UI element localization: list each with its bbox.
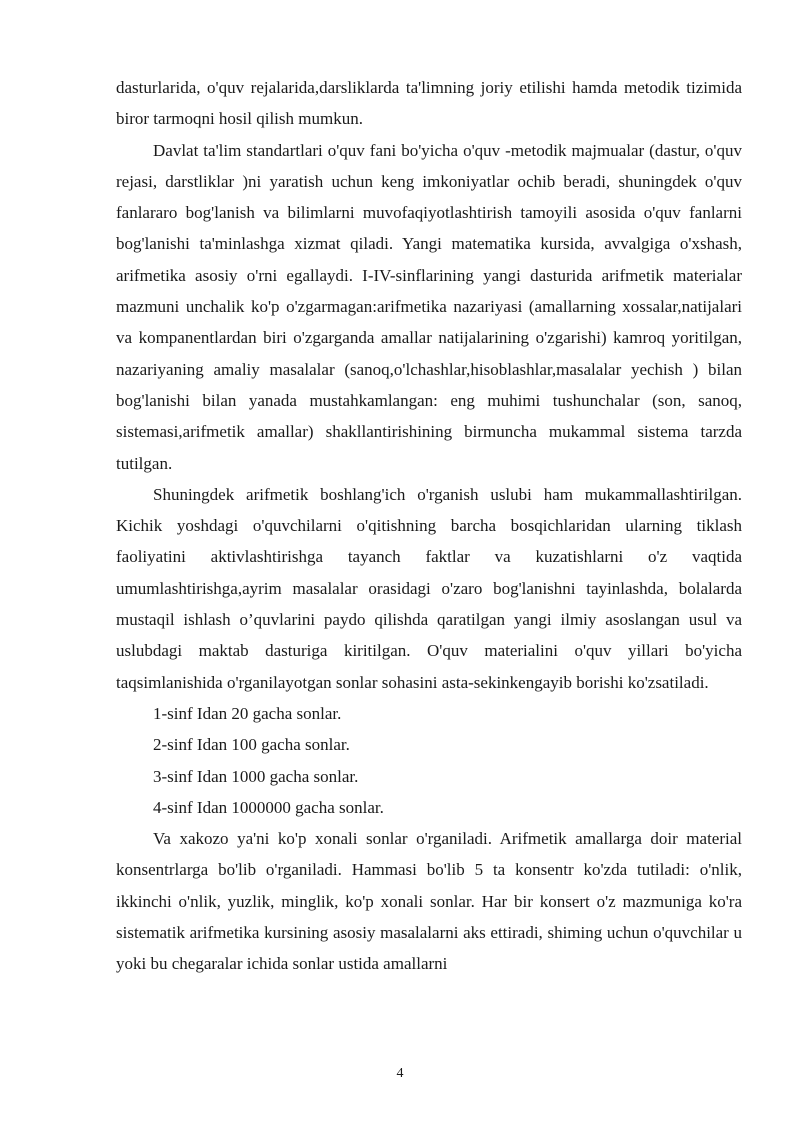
list-item-grade-4: 4-sinf Idan 1000000 gacha sonlar.	[153, 797, 384, 817]
paragraph-method: Shuningdek arifmetik boshlang'ich o'rganish uslubi ham mukammallashtirilgan. Kichik yoshdagi o'quvchilarni o'qitishning barcha bosqichlaridan ularning tiklash faoliyatini aktivlashtirishga tayanch faktlar va kuzatishlarni o'z vaqtida umumlashtirishga,ayrim masalalar orasidagi o'zaro bog'lanishni tayinlashda, bolalarda mustaqil ishlash o’quvlarini paydo qilishda qaratilgan yangi ilmiy asoslangan usul va uslubdagi maktab dasturiga kiritilgan. O'quv materialini o'quv yillari bo'yicha taqsimlanishida o'rganilayotgan sonlar sohasini asta-sekinkengayib borishi ko'zsatiladi.	[116, 484, 742, 692]
list-item-grade-2: 2-sinf Idan 100 gacha sonlar.	[153, 735, 350, 755]
paragraph-concentrs: Va xakozo ya'ni ko'p xonali sonlar o'rganiladi. Arifmetik amallarga doir material konsentrlarga bo'lib o'rganiladi. Hammasi bo'lib 5 ta konsentr ko'zda tutiladi: o'nlik, ikkinchi o'nlik, yuzlik, minglik, ko'p xonali sonlar. Har bir konsert o'z mazmuniga ko'ra sistematik arifmetika kursining asosiy masalalarni aks ettiradi, shiming uchun o'quvchilar u yoki bu chegaralar ichida sonlar ustida amallarni	[116, 829, 742, 974]
list-item-grade-1: 1-sinf Idan 20 gacha sonlar.	[153, 703, 342, 723]
page-number: 4	[396, 1066, 404, 1081]
list-item-grade-3: 3-sinf Idan 1000 gacha sonlar.	[153, 766, 359, 786]
document-page	[116, 72, 742, 980]
paragraph-continuation: dasturlarida, o'quv rejalarida,darsliklarda ta'limning joriy etilishi hamda metodik tizimida biror tarmoqni hosil qilish mumkun.	[116, 78, 742, 129]
paragraph-standards: Davlat ta'lim standartlari o'quv fani bo'yicha o'quv -metodik majmualar (dastur, o'quv rejasi, darstliklar )ni yaratish uchun keng imkoniyatlar ochib beradi, shuningdek o'quv fanlararo bog'lanish va bilimlarni muvofaqiyotlashtirish tamoyili asosida o'quv fanlarni bog'lanishi ta'minlashga xizmat qiladi. Yangi matematika kursida, avvalgiga o'xshash, arifmetika asosiy o'rni egallaydi. I-IV-sinflarining yangi dasturida arifmetik materialar mazmuni unchalik ko'p o'zgarmagan:arifmetika nazariyasi (amallarning xossalar,natijalari va kompanentlardan biri o'zgarganda amallar natijalarining o'zgarishi) kamroq yoritilgan, nazariyaning amaliy masalalar (sanoq,o'lchashlar,hisoblashlar,masalalar yechish ) bilan bog'lanishi bilan yanada mustahkamlangan: eng muhimi tushunchalar (son, sanoq, sistemasi,arifmetik amallar) shakllantirishining birmuncha mukammal sistema tarzda tutilgan.	[116, 140, 742, 473]
